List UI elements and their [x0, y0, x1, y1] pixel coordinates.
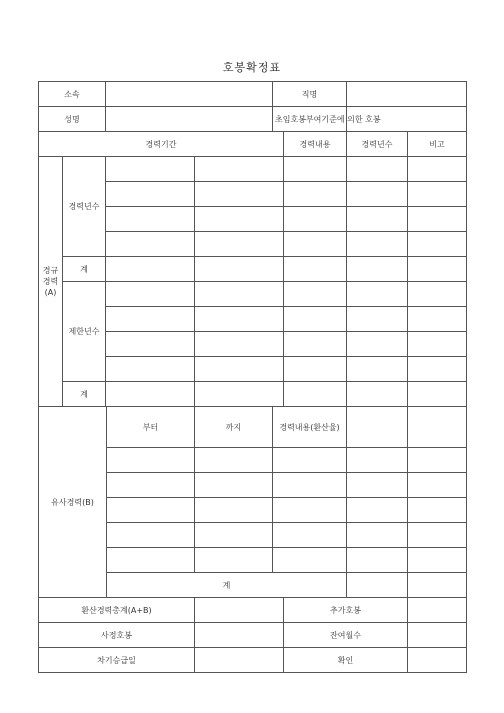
remaining-months-field[interactable]: [408, 623, 467, 648]
similar-to-cell[interactable]: [195, 523, 273, 548]
remarks-cell[interactable]: [408, 332, 467, 357]
page-title: 호봉확정표: [222, 61, 282, 74]
similar-from-header: 부터: [107, 407, 195, 448]
remarks-cell[interactable]: [408, 207, 467, 232]
period-from-cell[interactable]: [106, 157, 195, 182]
career-content-cell[interactable]: [284, 207, 347, 232]
career-content-cell[interactable]: [284, 357, 347, 382]
career-content-cell[interactable]: [284, 257, 347, 282]
similar-years-cell[interactable]: [347, 498, 408, 523]
career-years-cell[interactable]: [347, 382, 408, 407]
remarks-header: 비고: [408, 132, 467, 157]
position-field[interactable]: [347, 82, 467, 107]
career-years-cell[interactable]: [347, 207, 408, 232]
career-years-subtotal-label: 계: [63, 257, 106, 282]
career-years-cell[interactable]: [347, 332, 408, 357]
period-from-cell[interactable]: [106, 307, 195, 332]
career-years-label: 경력년수: [63, 157, 106, 257]
career-years-cell[interactable]: [347, 257, 408, 282]
similar-content-cell[interactable]: [273, 448, 347, 473]
similar-to-cell[interactable]: [195, 473, 273, 498]
period-from-cell[interactable]: [106, 382, 195, 407]
regular-career-label-line2: 경력: [42, 277, 59, 286]
added-step-label: 추가호봉: [284, 598, 408, 623]
name-field[interactable]: [106, 107, 273, 132]
remaining-months-label: 잔여월수: [284, 623, 408, 648]
period-to-cell[interactable]: [195, 282, 284, 307]
similar-from-cell[interactable]: [107, 523, 195, 548]
limit-years-label: 제한년수: [63, 282, 106, 382]
similar-remarks-cell[interactable]: [408, 473, 467, 498]
career-content-cell[interactable]: [284, 182, 347, 207]
similar-years-cell[interactable]: [347, 523, 408, 548]
career-years-cell[interactable]: [347, 357, 408, 382]
similar-to-cell[interactable]: [195, 548, 273, 573]
remarks-cell[interactable]: [408, 307, 467, 332]
similar-to-header: 까지: [195, 407, 273, 448]
period-from-cell[interactable]: [106, 332, 195, 357]
period-from-cell[interactable]: [106, 207, 195, 232]
confirm-label: 확인: [284, 648, 408, 673]
period-to-cell[interactable]: [195, 307, 284, 332]
career-years-cell[interactable]: [347, 307, 408, 332]
similar-remarks-cell[interactable]: [408, 407, 467, 448]
added-step-field[interactable]: [408, 598, 467, 623]
similar-to-cell[interactable]: [195, 448, 273, 473]
career-years-cell[interactable]: [347, 157, 408, 182]
similar-years-cell[interactable]: [347, 407, 408, 448]
similar-total-remarks-cell[interactable]: [408, 573, 467, 598]
similar-remarks-cell[interactable]: [408, 523, 467, 548]
similar-years-cell[interactable]: [347, 448, 408, 473]
similar-from-cell[interactable]: [107, 473, 195, 498]
similar-remarks-cell[interactable]: [408, 448, 467, 473]
remarks-cell[interactable]: [408, 357, 467, 382]
career-years-cell[interactable]: [347, 232, 408, 257]
career-period-header: 경력기간: [39, 132, 284, 157]
career-content-cell[interactable]: [284, 332, 347, 357]
similar-remarks-cell[interactable]: [408, 498, 467, 523]
period-to-cell[interactable]: [195, 257, 284, 282]
career-content-cell[interactable]: [284, 157, 347, 182]
similar-to-cell[interactable]: [195, 498, 273, 523]
remarks-cell[interactable]: [408, 282, 467, 307]
remarks-cell[interactable]: [408, 182, 467, 207]
similar-years-cell[interactable]: [347, 473, 408, 498]
period-from-cell[interactable]: [106, 257, 195, 282]
period-to-cell[interactable]: [195, 357, 284, 382]
converted-total-field[interactable]: [195, 598, 284, 623]
career-content-cell[interactable]: [284, 382, 347, 407]
remarks-cell[interactable]: [408, 232, 467, 257]
next-promotion-field[interactable]: [195, 648, 284, 673]
similar-from-cell[interactable]: [107, 548, 195, 573]
period-to-cell[interactable]: [195, 332, 284, 357]
similar-content-header: 경력내용(환산율): [273, 407, 347, 448]
affiliation-label: 소속: [39, 82, 106, 107]
similar-content-cell[interactable]: [273, 473, 347, 498]
converted-total-label: 환산경력총계(A+B): [39, 598, 195, 623]
career-content-cell[interactable]: [284, 307, 347, 332]
name-label: 성명: [39, 107, 106, 132]
assessed-step-label: 사정호봉: [39, 623, 195, 648]
period-to-cell[interactable]: [195, 157, 284, 182]
similar-total-years-cell[interactable]: [347, 573, 408, 598]
similar-remarks-cell[interactable]: [408, 548, 467, 573]
similar-content-cell[interactable]: [273, 548, 347, 573]
similar-content-cell[interactable]: [273, 523, 347, 548]
remarks-cell[interactable]: [408, 257, 467, 282]
period-from-cell[interactable]: [106, 357, 195, 382]
regular-career-label-line1: 경규: [42, 266, 59, 275]
salary-step-form: [38, 81, 467, 673]
assessed-step-field[interactable]: [195, 623, 284, 648]
period-to-cell[interactable]: [195, 207, 284, 232]
next-promotion-label: 차기승급일: [39, 648, 195, 673]
similar-from-cell[interactable]: [107, 448, 195, 473]
regular-career-label: [39, 157, 63, 407]
period-to-cell[interactable]: [195, 232, 284, 257]
remarks-cell[interactable]: [408, 382, 467, 407]
period-to-cell[interactable]: [195, 382, 284, 407]
period-from-cell[interactable]: [106, 232, 195, 257]
position-label: 직명: [273, 82, 347, 107]
confirm-field[interactable]: [408, 648, 467, 673]
career-years-header: 경력년수: [347, 132, 408, 157]
career-content-cell[interactable]: [284, 282, 347, 307]
similar-total-label: 계: [107, 573, 347, 598]
limit-years-subtotal-label: 계: [63, 382, 106, 407]
regular-career-label-line3: (A): [44, 288, 57, 297]
period-to-cell[interactable]: [195, 182, 284, 207]
criteria-label: 초임호봉부여기준에 의한 호봉: [273, 107, 347, 132]
similar-years-cell[interactable]: [347, 548, 408, 573]
remarks-cell[interactable]: [408, 157, 467, 182]
career-content-header: 경력내용: [284, 132, 347, 157]
career-years-cell[interactable]: [347, 182, 408, 207]
similar-from-cell[interactable]: [107, 498, 195, 523]
career-content-cell[interactable]: [284, 232, 347, 257]
period-from-cell[interactable]: [106, 282, 195, 307]
affiliation-field[interactable]: [106, 82, 273, 107]
similar-career-label: 유사경력(B): [39, 407, 107, 598]
period-from-cell[interactable]: [106, 182, 195, 207]
similar-content-cell[interactable]: [273, 498, 347, 523]
career-years-cell[interactable]: [347, 282, 408, 307]
